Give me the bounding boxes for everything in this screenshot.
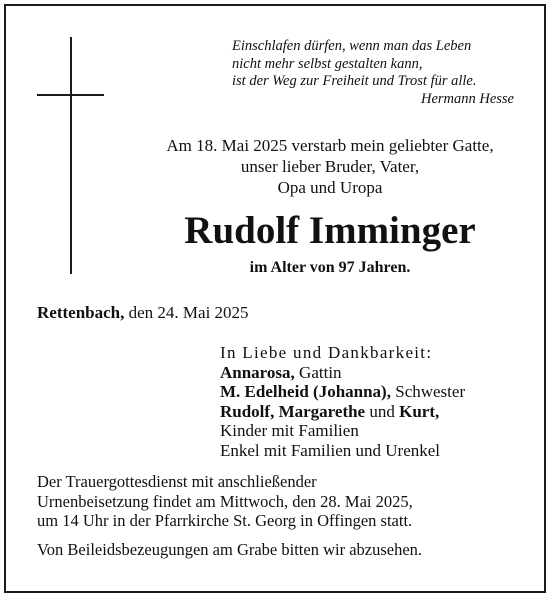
announcement-line: unser lieber Bruder, Vater, bbox=[240, 157, 420, 176]
quote-line: ist der Weg zur Freiheit und Trost für alle. bbox=[232, 73, 477, 89]
sister-role: Schwester bbox=[390, 382, 466, 401]
cross-vertical-bar bbox=[70, 37, 72, 274]
place-date bbox=[37, 303, 249, 323]
hesse-quote bbox=[232, 38, 514, 108]
mourner-children bbox=[220, 402, 540, 422]
mourner-wife bbox=[220, 363, 540, 383]
sister-name: M. Edelheid (Johanna), bbox=[220, 382, 391, 401]
place: Rettenbach, bbox=[37, 303, 125, 322]
wife-name: Annarosa, bbox=[220, 362, 295, 382]
announcement-line: Am 18. Mai 2025 verstarb mein geliebter Gatte, bbox=[166, 136, 494, 155]
cross-horizontal-bar bbox=[37, 94, 104, 96]
children-names-b: Kurt, bbox=[399, 401, 440, 421]
date: den 24. Mai 2025 bbox=[124, 303, 249, 322]
children-and: und bbox=[365, 401, 400, 421]
service-line: um 14 Uhr in der Pfarrkirche St. Georg in Offingen statt. bbox=[37, 511, 413, 530]
service-line: Urnenbeisetzung findet am Mittwoch, den 28. Mai 2025, bbox=[37, 491, 413, 511]
children-role: Kinder mit Familien bbox=[220, 421, 359, 440]
grandchildren: Enkel mit Familien und Urenkel bbox=[220, 440, 441, 460]
quote-line: nicht mehr selbst gestalten kann, bbox=[232, 55, 423, 72]
quote-line: Einschlafen dürfen, wenn man das Leben bbox=[232, 38, 472, 54]
death-announcement bbox=[120, 135, 540, 198]
deceased-name: Rudolf Imminger bbox=[184, 209, 476, 252]
mourners-list bbox=[220, 343, 540, 460]
deceased-age: im Alter von 97 Jahren. bbox=[249, 259, 411, 276]
quote-author: Hermann Hesse bbox=[420, 90, 514, 107]
wife-role: Gattin bbox=[294, 362, 342, 382]
condolence-note: Von Beileidsbezeugungen am Grabe bitten wir abzusehen. bbox=[37, 540, 423, 559]
children-names-a: Rudolf, Margarethe bbox=[220, 401, 366, 421]
mourner-sister bbox=[220, 382, 540, 402]
funeral-service-info bbox=[37, 472, 517, 531]
mourners-intro: In Liebe und Dankbarkeit: bbox=[220, 343, 433, 362]
service-line: Der Trauergottesdienst mit anschließender bbox=[37, 472, 317, 491]
announcement-line: Opa und Uropa bbox=[277, 178, 383, 197]
